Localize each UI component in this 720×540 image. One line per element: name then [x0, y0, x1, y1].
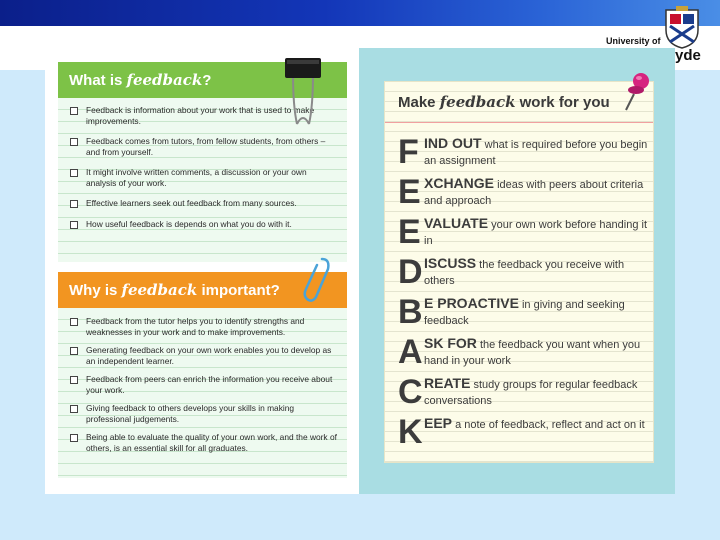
list-item: Feedback from the tutor helps you to identify strengths and weaknesses in your work and to make improvements. [70, 316, 338, 337]
acrostic-letter: K [398, 413, 423, 451]
list-item: Giving feedback to others develops your skills in making professional judgements. [70, 403, 338, 424]
binder-clip-icon [285, 58, 321, 128]
checkbox-icon [70, 138, 78, 146]
notebook-margin-line [385, 122, 653, 123]
card-title: Why is feedback important? [69, 281, 280, 299]
checkbox-icon [70, 318, 78, 326]
checkbox-icon [70, 200, 78, 208]
title-bar [0, 0, 720, 26]
checkbox-icon [70, 347, 78, 355]
list-item: Feedback from peers can enrich the information you receive about your work. [70, 374, 338, 395]
checkbox-icon [70, 376, 78, 384]
paperclip-icon [302, 255, 332, 303]
list-item: How useful feedback is depends on what you do with it. [70, 219, 338, 230]
acrostic-letter: D [398, 253, 423, 291]
acrostic-letter: E [398, 213, 421, 251]
acrostic-letter: E [398, 173, 421, 211]
logo-text-bottom: yde [675, 47, 701, 64]
list-item: Feedback comes from tutors, from fellow students, from others – and from yourself. [70, 136, 338, 157]
list-item: Generating feedback on your own work enables you to develop as an independent learner. [70, 345, 338, 366]
list-item: Feedback is information about your work that is used to make improvements. [70, 105, 338, 126]
checkbox-icon [70, 169, 78, 177]
acrostic-letter: B [398, 293, 423, 331]
checkbox-icon [70, 434, 78, 442]
list-item: Effective learners seek out feedback from many sources. [70, 198, 338, 209]
logo-text-top: University of [606, 36, 661, 46]
notebook-title: Make feedback work for you [398, 93, 610, 111]
university-crest-icon [662, 6, 702, 50]
acrostic-letter: A [398, 333, 423, 371]
checkbox-icon [70, 107, 78, 115]
list-item: Being able to evaluate the quality of your own work, and the work of others, is an essential skill for all graduates. [70, 432, 338, 453]
acrostic-letter: F [398, 133, 419, 171]
list-item: It might involve written comments, a discussion or your own analysis of your work. [70, 167, 338, 188]
card-title: What is feedback? [69, 71, 212, 89]
push-pin-icon [622, 70, 652, 112]
acrostic-letter: C [398, 373, 423, 411]
checkbox-icon [70, 221, 78, 229]
checkbox-icon [70, 405, 78, 413]
